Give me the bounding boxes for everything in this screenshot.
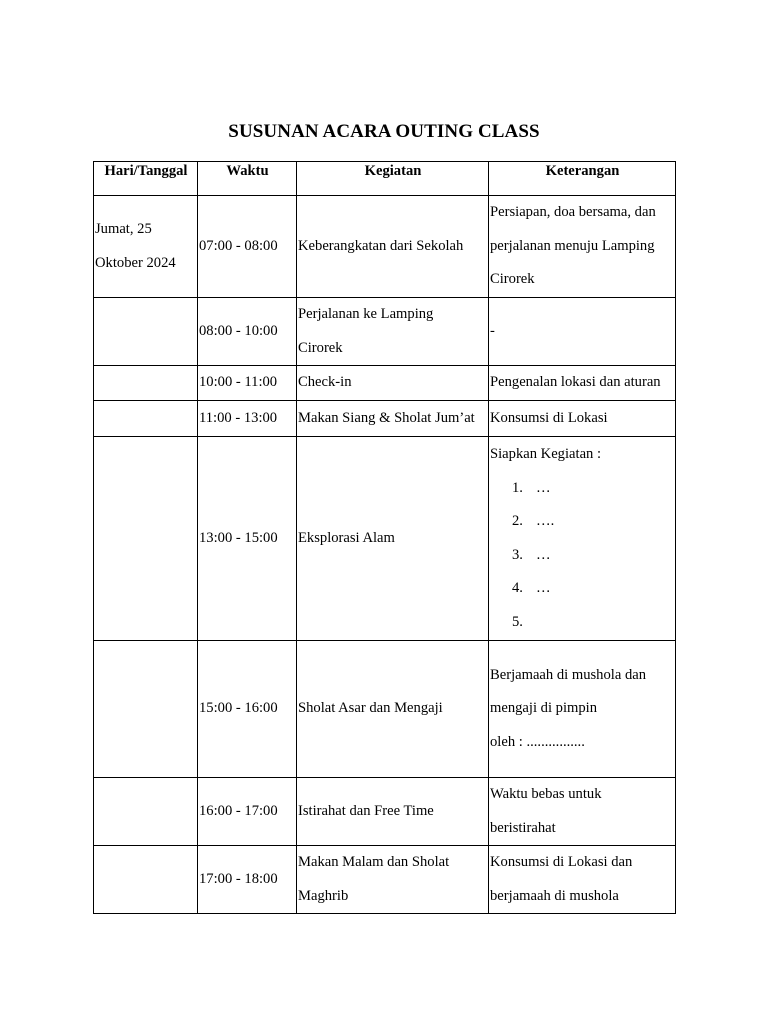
note-cell: Waktu bebas untuk beristirahat <box>489 778 676 846</box>
header-row <box>94 162 676 196</box>
document-title: SUSUNAN ACARA OUTING CLASS <box>228 121 540 142</box>
note-cell: Berjamaah di mushola dan mengaji di pimpin oleh : ................ <box>489 641 676 778</box>
activity-cell: Check-in <box>297 366 489 401</box>
activity-cell: Istirahat dan Free Time <box>297 778 489 846</box>
note-cell: Pengenalan lokasi dan aturan <box>489 366 676 401</box>
activity-cell: Keberangkatan dari Sekolah <box>297 196 489 298</box>
list-item: 4. … <box>512 580 551 596</box>
day-cell-empty <box>94 778 198 846</box>
note-cell: Persiapan, doa bersama, dan perjalanan menuju Lamping Cirorek <box>489 196 676 298</box>
table-row <box>94 846 676 914</box>
activity-cell: Makan Siang & Sholat Jum’at <box>297 401 489 437</box>
header-time: Waktu <box>198 162 297 196</box>
list-item: 1. … <box>512 479 551 496</box>
table-row <box>94 437 676 641</box>
schedule-table <box>93 161 676 914</box>
activity-cell: Perjalanan ke Lamping Cirorek <box>297 298 489 366</box>
time-cell: 11:00 - 13:00 <box>198 401 297 437</box>
note-cell: Siapkan Kegiatan : 1. … 2. …. 3. … 4. … 5. <box>489 437 676 641</box>
table-row <box>94 778 676 846</box>
day-cell-empty <box>94 298 198 366</box>
header-note: Keterangan <box>489 162 676 196</box>
table-row <box>94 401 676 437</box>
time-cell: 07:00 - 08:00 <box>198 196 297 298</box>
header-day: Hari/Tanggal <box>94 162 198 196</box>
day-cell-empty <box>94 846 198 914</box>
table-row <box>94 196 676 298</box>
day-cell-empty <box>94 641 198 778</box>
activity-cell: Eksplorasi Alam <box>297 437 489 641</box>
list-item: 2. …. <box>512 513 555 529</box>
time-cell: 16:00 - 17:00 <box>198 778 297 846</box>
time-cell: 13:00 - 15:00 <box>198 437 297 641</box>
list-item: 5. <box>512 613 523 630</box>
day-cell <box>94 196 198 298</box>
note-cell: Konsumsi di Lokasi <box>489 401 676 437</box>
time-cell: 15:00 - 16:00 <box>198 641 297 778</box>
time-cell: 17:00 - 18:00 <box>198 846 297 914</box>
table-row <box>94 366 676 401</box>
time-cell: 10:00 - 11:00 <box>198 366 297 401</box>
time-cell: 08:00 - 10:00 <box>198 298 297 366</box>
list-item: 3. … <box>512 546 551 563</box>
activity-cell: Sholat Asar dan Mengaji <box>297 641 489 778</box>
note-cell: Konsumsi di Lokasi dan berjamaah di mushola <box>489 846 676 914</box>
day-cell-empty <box>94 401 198 437</box>
table-row <box>94 298 676 366</box>
header-activity: Kegiatan <box>297 162 489 196</box>
activity-cell: Makan Malam dan Sholat Maghrib <box>297 846 489 914</box>
day-cell-empty <box>94 366 198 401</box>
note-cell: - <box>489 298 676 366</box>
day-line-2: Oktober 2024 <box>95 254 176 271</box>
day-line-1: Jumat, 25 <box>95 221 152 237</box>
table-row <box>94 641 676 778</box>
day-cell-empty <box>94 437 198 641</box>
